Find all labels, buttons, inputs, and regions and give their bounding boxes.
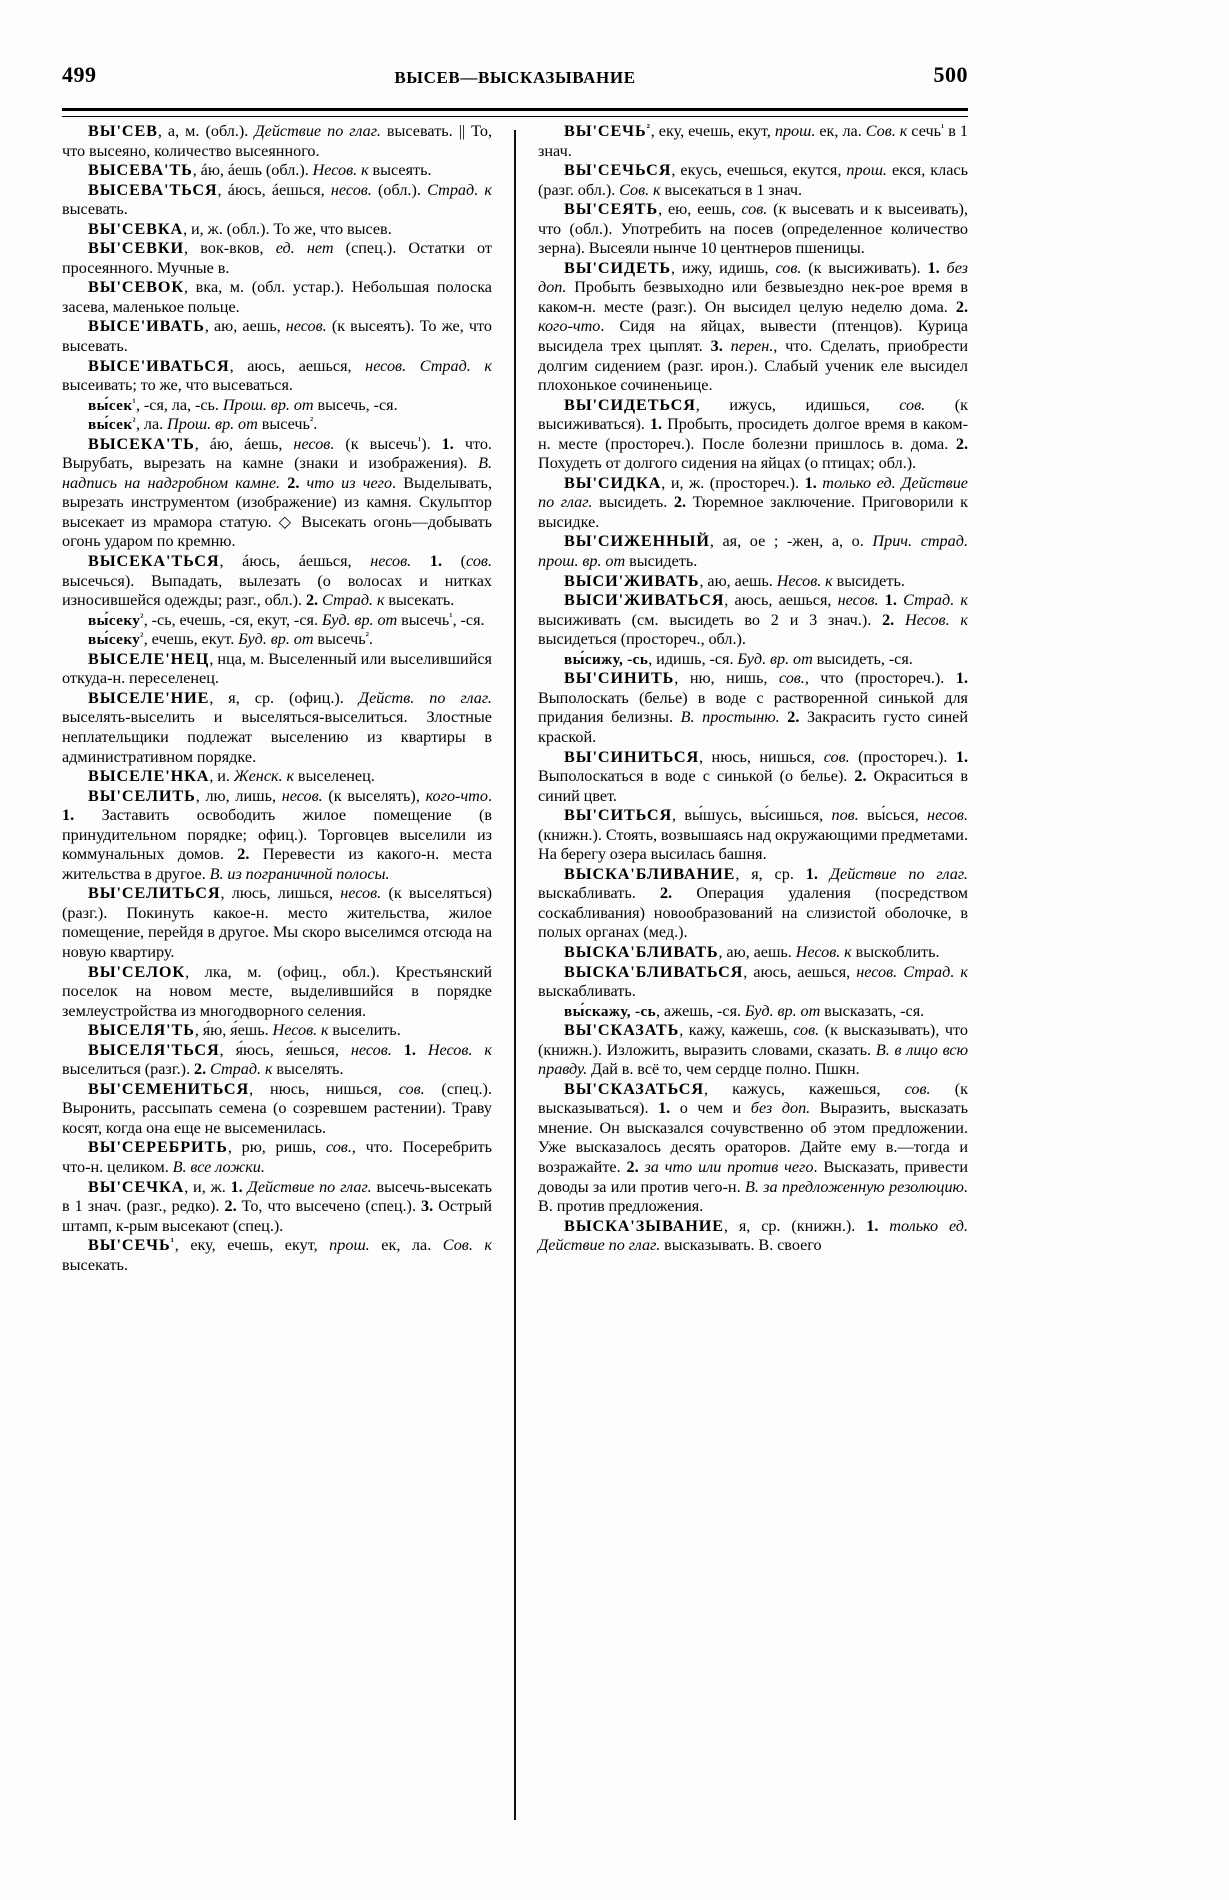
dictionary-entry [62,689,492,767]
dictionary-entry [538,1002,968,1022]
entry-headword: ВЫ'СЕЛОК [88,962,186,981]
entry-definition: , аю, аешь, несов. (к высеять). То же, что высевать. [62,317,492,356]
entry-headword: вы́секу$^{^2}$ [88,611,144,629]
entry-definition: , ижу, идишь, сов. (к высиживать). 1. без доп. Пробыть безвыходно или безвыездно нек-рое время в каком-н. месте (разг.). Он высидел целую неделю дома. 2. кого-что. Сидя на яйцах, вывести (птенцов). Курица высидела трех цыплят. 3. перен., что. Сделать, приобрести долгим сидением (разг. ирон.). Слабый ученик еле высидел плохонькое сочиненьице. [538,258,968,395]
entry-definition: , кажусь, кажешься, сов. (к высказываться). 1. о чем и без доп. Выразить, высказать мнение. Он высказался сочувственно об этом предложении. Уже высказалось десять ораторов. Дайте ему в.—тогда и возражайте. 2. за что или против чего. Высказать, привести доводы за или против чего-н. В. за предложенную резолюцию. В. против предложения. [538,1079,968,1216]
dictionary-entry [62,220,492,240]
entry-definition: , я, ср. 1. Действие по глаг. выскабливать. 2. Операция удаления (посредством соскабливания) новообразований на слизистой оболочке, в полых органах (мед.). [538,864,968,942]
dictionary-entry [62,357,492,396]
dictionary-entry [538,572,968,592]
column-right [538,122,968,1832]
entry-headword: ВЫСКА'БЛИВАТЬ [564,942,719,961]
entry-headword: ВЫСЕ'ИВАТЬСЯ [88,356,230,375]
dictionary-entry [62,963,492,1022]
entry-definition: , ла. Прош. вр. от высечь$^{^2}$. [135,415,318,434]
dictionary-entry [62,317,492,356]
entry-headword: $ВЫ'СЕЧЬ^{^1}$ [88,1236,175,1255]
entry-definition: , еку, ечешь, екут, прош. ек, ла. Сов. к сечь$^{^1}$ в 1 знач. [538,122,968,160]
entry-headword: ВЫСЕКА'ТЬ [88,434,195,453]
dictionary-entry [62,239,492,278]
entry-definition: , я́юсь, я́ешься, несов. 1. Несов. к выселиться (разг.). 2. Страд. к выселять. [62,1040,492,1079]
dictionary-entry [538,865,968,943]
dictionary-entry [62,1236,492,1275]
dictionary-entry [62,181,492,220]
entry-headword: вы́секу$^{^2}$ [88,631,144,649]
entry-headword: ВЫ'СЕЧЬСЯ [564,161,672,180]
entry-headword: ВЫСКА'ЗЫВАНИЕ [564,1216,724,1235]
dictionary-entry [62,552,492,611]
dictionary-entry [538,748,968,807]
dictionary-entry [538,259,968,396]
dictionary-entry [538,669,968,747]
entry-definition: , еку, ечешь, екут, прош. ек, ла. Сов. к высекать. [62,1236,492,1274]
dictionary-entry [538,474,968,533]
dictionary-entry [538,1021,968,1080]
entry-headword: ВЫ'СЕЛИТЬ [88,786,196,805]
entry-definition: , и, ж. 1. Действие по глаг. высечь-высекать в 1 знач. (разг., редко). 2. То, что высечено (спец.). 3. Острый штамп, к-рым высекают (спец.). [62,1177,493,1235]
entry-headword: ВЫ'СИДЕТЬСЯ [564,395,696,414]
entry-headword: ВЫ'СИДЕТЬ [564,258,672,277]
entry-headword: ВЫ'СИТЬСЯ [564,806,673,825]
entry-definition: , рю, ришь, сов., что. Посеребрить что-н. целиком. В. все ложки. [62,1138,492,1176]
entry-headword: ВЫСИ'ЖИВАТЬСЯ [564,591,725,610]
entry-headword: ВЫСЕЛЕ'НЕЦ [88,649,210,668]
dictionary-entry [62,278,492,317]
entry-definition: , ажешь, -ся. Буд. вр. от высказать, -ся. [656,1001,925,1020]
entry-definition: , лка, м. (офиц., обл.). Крестьянский поселок на новом месте, выделившийся в порядке землеустройства из многодворного селения. [62,962,492,1020]
dictionary-entry [62,1178,492,1237]
entry-headword: ВЫ'СИЖЕННЫЙ [564,532,710,551]
entry-definition: , я, ср. (офиц.). Действ. по глаг. выселять-выселить и выселяться-выселиться. Злостные неплательщики подлежат выселению из квартиры в административном порядке. [62,688,492,766]
entry-headword: ВЫ'СЕЛИТЬСЯ [88,884,221,903]
dictionary-entry [538,963,968,1002]
dictionary-entry [538,200,968,259]
entry-headword: вы́сижу, -сь [564,650,649,668]
entry-headword: вы́сек$^{^1}$ [88,396,136,414]
entry-headword: ВЫ'СЕРЕБРИТЬ [88,1138,228,1157]
entry-definition: , кажу, кажешь, сов. (к высказывать), что (книжн.). Изложить, выразить словами, сказать. В. в лицо всю правду. Дай в. всё то, чем сердце полно. Пшкн. [538,1021,969,1079]
entry-headword: ВЫСЕКА'ТЬСЯ [88,552,220,571]
entry-headword: ВЫСЕЛЯ'ТЬСЯ [88,1040,220,1059]
entry-definition: , áю, áешь (обл.). Несов. к высеять. [192,161,432,180]
entry-headword: ВЫСКА'БЛИВАТЬСЯ [564,962,744,981]
dictionary-entry [62,611,492,631]
entry-definition: , аюсь, аешься, несов. Страд. к выскабливать. [538,962,969,1001]
entry-definition: , и, ж. (простореч.). 1. только ед. Действие по глаг. высидеть. 2. Тюремное заключение. Приговорили к высидке. [538,473,968,531]
entry-definition: , ижусь, идишься, сов. (к высиживаться). 1. Пробыть, просидеть долгое время в каком-н. месте (простореч.). После болезни пришлось в. дома. 2. Похудеть от долгого сидения на яйцах (о птицах; обл.). [538,395,968,473]
entry-definition: , аюсь, аешься, несов. Страд. к высеивать; то же, что высеваться. [62,356,492,395]
dictionary-entry [538,532,968,571]
entry-definition: , ню, нишь, сов., что (простореч.). 1. Выполоскать (белье) в воде с растворенной синькой для придания белизны. В. простыню. 2. Закрасить густо синей краской. [538,669,968,746]
dictionary-entry [538,806,968,865]
entry-definition: , екусь, ечешься, екутся, прош. екся, клась (разг. обл.). Сов. к высекаться в 1 знач. [538,161,968,199]
entry-headword: ВЫ'СИДКА [564,473,662,492]
entry-headword: ВЫСЕЛЯ'ТЬ [88,1021,195,1040]
entry-definition: , я́ю, я́ешь. Несов. к выселить. [194,1021,401,1040]
entry-headword: ВЫ'СЕВ [88,122,158,140]
entry-definition: , и. Женск. к выселенец. [209,767,375,786]
entry-headword: ВЫ'СЕВКИ [88,239,185,258]
entry-headword: ВЫ'СЕЧКА [88,1177,185,1196]
dictionary-entry [62,1041,492,1080]
entry-headword: ВЫ'СКАЗАТЬ [564,1021,680,1040]
entry-definition: , аюсь, аешься, несов. 1. Страд. к высиживать (см. высидеть во 2 и 3 знач.). 2. Несов. к высидеться (простореч., обл.). [538,591,969,649]
dictionary-entry [62,884,492,962]
entry-headword: ВЫ'СЕЯТЬ [564,200,659,219]
folio-right: 500 [933,62,968,87]
dictionary-entry [62,161,492,181]
entry-definition: , вка, м. (обл. устар.). Небольшая полоска засева, маленькое польце. [62,278,492,316]
entry-headword: ВЫ'СЕВОК [88,278,185,297]
columns-container [62,122,968,1832]
dictionary-entry [538,943,968,963]
dictionary-entry [538,591,968,650]
dictionary-entry [62,122,492,161]
entry-headword: вы́сек$^{^2}$ [88,416,136,434]
entry-definition: , -сь, ечешь, -ся, екут, -ся. Буд. вр. от высечь$^{^1}$, -ся. [143,610,485,629]
entry-headword: ВЫСКА'БЛИВАНИЕ [564,864,736,883]
dictionary-entry [538,122,968,161]
entry-definition: , лю, лишь, несов. (к выселять), кого-что. 1. Заставить освободить жилое помещение (в принудительном порядке; офиц.). Торговцев выселили из коммунальных домов. 2. Перевести из какого-н. места жительства в другое. В. из пограничной полосы. [62,786,493,883]
entry-definition: , áюсь, áешься, несов. (обл.). Страд. к высевать. [62,180,493,219]
dictionary-entry [538,396,968,474]
dictionary-entry [62,1138,492,1177]
entry-headword: ВЫ'СИНИТЬСЯ [564,747,700,766]
dictionary-entry [538,1217,968,1256]
entry-definition: , аю, аешь. Несов. к высидеть. [699,571,905,590]
entry-headword: ВЫСЕВА'ТЬ [88,161,193,180]
entry-definition: , аю, аешь. Несов. к выскоблить. [718,942,940,961]
entry-definition: , ая, ое ; -жен, а, о. Прич. страд. прош. вр. от высидеть. [538,532,968,571]
entry-definition: , идишь, -ся. Буд. вр. от высидеть, -ся. [648,649,913,668]
dictionary-entry [62,650,492,689]
dictionary-entry [62,415,492,435]
entry-definition: , люсь, лишься, несов. (к выселяться) (разг.). Покинуть какое-н. место жительства, жилое помещение, перейдя в другое. Мы скоро выселимся отсюда на новую квартиру. [62,884,492,961]
entry-definition: , нюсь, нишься, сов. (спец.). Выронить, рассыпать семена (о созревшем растении). Траву косят, когда она еще не высеменилась. [62,1079,492,1137]
dictionary-entry [538,161,968,200]
entry-headword: ВЫСЕЛЕ'НИЕ [88,688,210,707]
dictionary-entry [62,767,492,787]
entry-definition: , нца, м. Выселенный или выселившийся откуда-н. переселенец. [62,649,492,688]
entry-headword: ВЫСИ'ЖИВАТЬ [564,571,700,590]
dictionary-entry [62,396,492,416]
running-head-title: ВЫСЕВ—ВЫСКАЗЫВАНИЕ [394,68,636,87]
entry-headword: ВЫСЕВА'ТЬСЯ [88,180,218,199]
column-divider [514,130,516,1820]
dictionary-entry [62,435,492,552]
header-rule [62,108,968,117]
entry-headword: $ВЫ'СЕЧЬ^{^2}$ [564,122,651,140]
dictionary-entry [538,650,968,670]
entry-headword: ВЫ'СЕВКА [88,219,184,238]
column-left [62,122,492,1832]
entry-definition: , áю, áешь, несов. (к высечь$^{^1}$). 1. что. Вырубать, вырезать на камне (знаки и изображения). В. надпись на надгробном камне. 2. что из чего. Выделывать, вырезать инструментом (изображение) из камня. Скульптор высекает из мрамора статую. ◇ Высекать огонь—добывать огонь ударом по кремню. [62,434,492,551]
entry-definition: , вы́шусь, вы́сишься, пов. вы́сься, несов. (книжн.). Стоять, возвышаясь над окружающими предметами. На берегу озера высилась башня. [538,806,968,864]
dictionary-entry [62,630,492,650]
dictionary-entry [62,1080,492,1139]
folio-left: 499 [62,62,97,87]
entry-definition: , вок-вков, ед. нет (спец.). Остатки от просеянного. Мучные в. [62,239,492,277]
entry-definition: , я, ср. (книжн.). 1. только ед. Действие по глаг. высказывать. В. своего [538,1216,969,1255]
dictionary-entry [538,1080,968,1217]
entry-definition: , áюсь, áешься, несов. 1. (сов. высечься). Выпадать, вылезать (о волосах и нитках износившейся одежды; разг., обл.). 2. Страд. к высекать. [62,552,492,610]
entry-definition: , нюсь, нишься, сов. (простореч.). 1. Выполоскаться в воде с синькой (о белье). 2. Окраситься в синий цвет. [538,747,969,805]
entry-definition: , -ся, ла, -сь. Прош. вр. от высечь, -ся. [135,395,398,414]
entry-definition: , и, ж. (обл.). То же, что высев. [183,219,392,238]
entry-definition: , ечешь, екут. Буд. вр. от высечь$^{^2}$. [143,630,373,649]
entry-headword: ВЫ'СКАЗАТЬСЯ [564,1079,704,1098]
entry-headword: ВЫ'СЕМЕНИТЬСЯ [88,1079,250,1098]
entry-headword: ВЫ'СИНИТЬ [564,669,675,688]
running-head [62,62,968,104]
entry-headword: вы́скажу, -сь [564,1002,657,1020]
entry-definition: , а, м. (обл.). Действие по глаг. высевать. || То, что высеяно, количество высеянного. [62,122,492,160]
dictionary-entry [62,1021,492,1041]
entry-headword: ВЫСЕЛЕ'НКА [88,767,210,786]
entry-definition: , ею, еешь, сов. (к высевать и к высеивать), что (обл.). Употребить на посев (определенное количество зерна). Высеяли нынче 10 центнеров пшеницы. [538,200,968,258]
dictionary-entry [62,787,492,885]
entry-headword: ВЫСЕ'ИВАТЬ [88,317,205,336]
